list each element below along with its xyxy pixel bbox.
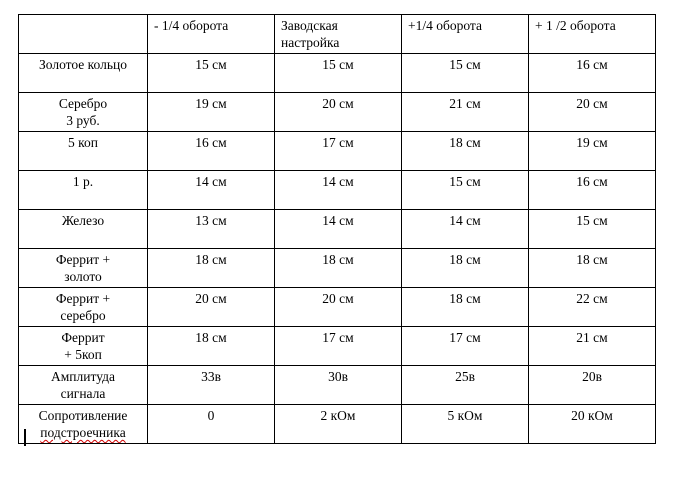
header-cell-factory: Заводская настройка <box>275 15 402 54</box>
table-cell: 20 кОм <box>529 405 656 444</box>
row-label: Золотое кольцо <box>19 54 148 93</box>
table-cell: 20 см <box>275 93 402 132</box>
table-cell: 18 см <box>402 132 529 171</box>
table-cell: 18 см <box>402 249 529 288</box>
row-label: 5 коп <box>19 132 148 171</box>
table-cell: 15 см <box>275 54 402 93</box>
table-cell: 21 см <box>402 93 529 132</box>
row-label: Феррит + серебро <box>19 288 148 327</box>
table-cell: 17 см <box>275 327 402 366</box>
table-row <box>19 327 656 366</box>
table-cell: 14 см <box>402 210 529 249</box>
measurements-table <box>18 14 656 444</box>
row-label: Серебро 3 руб. <box>19 93 148 132</box>
header-cell-minus-quarter: - 1/4 оборота <box>148 15 275 54</box>
table-cell: 5 кОм <box>402 405 529 444</box>
row-label-line1: Сопротивление <box>38 408 128 423</box>
table-cell: 19 см <box>529 132 656 171</box>
row-label: Железо <box>19 210 148 249</box>
table-cell: 15 см <box>402 171 529 210</box>
table-cell: 14 см <box>148 171 275 210</box>
table-row <box>19 288 656 327</box>
table-cell: 18 см <box>402 288 529 327</box>
row-label <box>19 405 148 444</box>
table-cell: 17 см <box>402 327 529 366</box>
table-cell: 20 см <box>275 288 402 327</box>
table-cell: 16 см <box>529 171 656 210</box>
row-label-line2-spellcheck: подстроечника <box>40 425 126 440</box>
table-cell: 18 см <box>148 327 275 366</box>
table-row <box>19 132 656 171</box>
table-cell: 15 см <box>529 210 656 249</box>
table-cell: 13 см <box>148 210 275 249</box>
table-cell: 2 кОм <box>275 405 402 444</box>
table-row <box>19 210 656 249</box>
table-cell: 14 см <box>275 171 402 210</box>
table-cell: 14 см <box>275 210 402 249</box>
table-cell: 15 см <box>148 54 275 93</box>
header-cell-empty <box>19 15 148 54</box>
header-cell-plus-half: + 1 /2 оборота <box>529 15 656 54</box>
table-cell: 21 см <box>529 327 656 366</box>
table-row <box>19 405 656 444</box>
text-cursor[interactable] <box>24 429 26 446</box>
table-row <box>19 366 656 405</box>
table-row <box>19 54 656 93</box>
table-cell: 20 см <box>529 93 656 132</box>
row-label: Феррит + 5коп <box>19 327 148 366</box>
table-row <box>19 171 656 210</box>
table-cell: 17 см <box>275 132 402 171</box>
row-label: 1 р. <box>19 171 148 210</box>
table-cell: 33в <box>148 366 275 405</box>
table-cell: 18 см <box>148 249 275 288</box>
table-row <box>19 93 656 132</box>
table-cell: 15 см <box>402 54 529 93</box>
table-cell: 18 см <box>529 249 656 288</box>
table-cell: 16 см <box>529 54 656 93</box>
table-cell: 30в <box>275 366 402 405</box>
table-cell: 18 см <box>275 249 402 288</box>
header-cell-plus-quarter: +1/4 оборота <box>402 15 529 54</box>
table-header-row <box>19 15 656 54</box>
row-label: Амплитуда сигнала <box>19 366 148 405</box>
table-cell: 0 <box>148 405 275 444</box>
table-cell: 16 см <box>148 132 275 171</box>
table-cell: 25в <box>402 366 529 405</box>
table-cell: 22 см <box>529 288 656 327</box>
table-row <box>19 249 656 288</box>
table-cell: 20 см <box>148 288 275 327</box>
table-cell: 20в <box>529 366 656 405</box>
table-cell: 19 см <box>148 93 275 132</box>
row-label: Феррит + золото <box>19 249 148 288</box>
